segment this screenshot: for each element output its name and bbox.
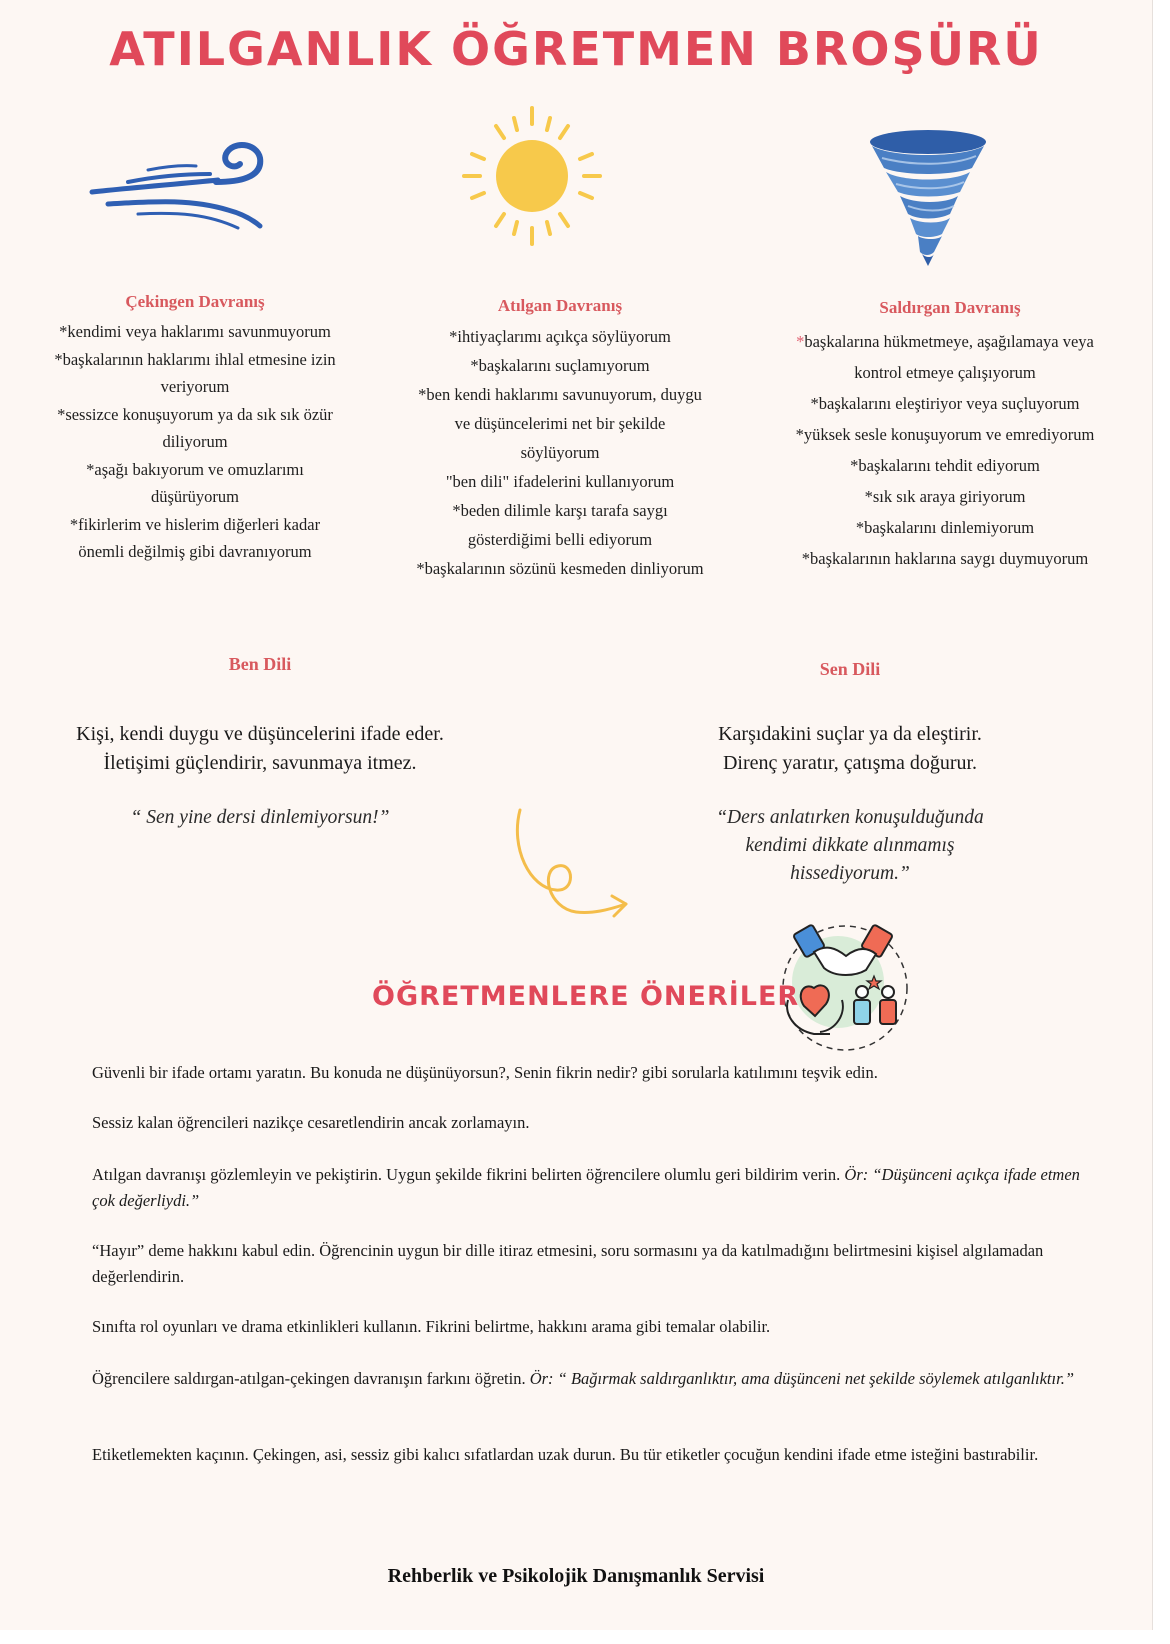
list-item: *başkalarını tehdit ediyorum	[850, 456, 1040, 475]
list-item: diliyorum	[162, 432, 228, 451]
suggestion-item	[92, 1366, 1082, 1392]
list-item: *başkalarını eleştiriyor veya suçluyorum	[810, 394, 1080, 413]
suggestion-text: Güvenli bir ifade ortamı yaratın. Bu konuda ne düşünüyorsun?, Senin fikrin nedir? gibi sorularla katılımını teşvik edin.	[92, 1063, 878, 1082]
list-item: *fikirlerim ve hislerim diğerleri kadar	[69, 514, 321, 534]
column-heading-atilgan: Atılgan Davranış	[497, 296, 623, 315]
ben-dili-description	[30, 720, 490, 778]
list-item: *başkalarının haklarına saygı duymuyorum	[801, 549, 1089, 568]
cekingen-list	[20, 318, 370, 566]
suggestions-title: ÖĞRETMENLERE ÖNERİLER	[372, 981, 800, 1012]
suggestion-item	[92, 1442, 1082, 1468]
sun-icon	[462, 104, 602, 246]
list-item: önemli değilmiş gibi davranıyorum	[78, 542, 312, 561]
suggestion-example: Ör: “Düşünceni açıkça ifade etmen çok değerliydi.”	[92, 1165, 1080, 1210]
quote-line: hissediyorum.”	[790, 863, 910, 884]
description-line: Direnç yaratır, çatışma doğurur.	[722, 752, 978, 774]
suggestion-example: Ör: “ Bağırmak saldırganlıktır, ama düşünceni net şekilde söylemek atılganlıktır.”	[529, 1369, 1074, 1388]
list-item: *ben kendi haklarımı savunuyorum, duygu	[418, 385, 702, 404]
suggestion-item	[92, 1238, 1082, 1290]
suggestion-item	[92, 1314, 1082, 1340]
quote-line: kendimi dikkate alınmamış	[745, 835, 955, 856]
suggestion-text: Sessiz kalan öğrencileri nazikçe cesaretlendirin ancak zorlamayın.	[92, 1113, 530, 1132]
list-item	[760, 326, 1130, 357]
tornado-icon	[862, 128, 992, 268]
sen-dili-quote	[620, 804, 1080, 888]
sen-dili-heading: Sen Dili	[819, 659, 881, 679]
list-item: söylüyorum	[520, 443, 600, 462]
list-item: *sessizce konuşuyorum ya da sık sık özür	[57, 404, 333, 424]
list-item: *aşağı bakıyorum ve omuzlarımı	[86, 459, 304, 479]
page-title: ATILGANLIK ÖĞRETMEN BROŞÜRÜ	[109, 22, 1043, 76]
ben-dili-heading: Ben Dili	[228, 654, 292, 674]
column-heading-cekingen: Çekingen Davranış	[125, 292, 265, 311]
list-item: ve düşüncelerimi net bir şekilde	[454, 414, 666, 433]
suggestion-text: Atılgan davranışı gözlemleyin ve pekiştirin. Uygun şekilde fikrini belirten öğrencilere olumlu geri bildirim verin.	[92, 1165, 841, 1184]
list-item: düşürüyorum	[151, 487, 239, 506]
quote-line: “Ders anlatırken konuşulduğunda	[716, 807, 984, 828]
list-item: *yüksek sesle konuşuyorum ve emrediyorum	[795, 425, 1095, 444]
pink-asterisk: *	[796, 332, 805, 351]
suggestion-text: “Hayır” deme hakkını kabul edin. Öğrencinin uygun bir dille itiraz etmesini, soru sormasını ya da katılmadığını belirtmesini kişisel algılamadan değerlendirin.	[92, 1241, 1044, 1286]
suggestion-item	[92, 1060, 1082, 1086]
suggestion-text: Öğrencilere saldırgan-atılgan-çekingen davranışın farkını öğretin.	[92, 1369, 526, 1388]
list-item: *ihtiyaçlarımı açıkça söylüyorum	[449, 327, 671, 346]
wind-icon	[88, 138, 278, 238]
list-item: *başkalarını suçlamıyorum	[470, 356, 650, 375]
footer-service-name: Rehberlik ve Psikolojik Danışmanlık Servisi	[387, 1565, 765, 1587]
sen-dili-description	[620, 720, 1080, 778]
description-line: Karşıdakini suçlar ya da eleştirir.	[718, 723, 982, 745]
atilgan-list	[380, 322, 740, 583]
list-item: gösterdiğimi belli ediyorum	[467, 530, 653, 549]
list-item: *başkalarının haklarımı ihlal etmesine izin	[54, 349, 336, 369]
list-item: "ben dili" ifadelerini kullanıyorum	[445, 472, 675, 491]
suggestion-item	[92, 1110, 1082, 1136]
list-item: *başkalarını dinlemiyorum	[855, 518, 1035, 537]
list-item-text: başkalarına hükmetmeye, aşağılamaya veya	[804, 332, 1094, 351]
saldirgan-list	[760, 326, 1130, 574]
column-heading-saldirgan: Saldırgan Davranış	[879, 298, 1021, 317]
list-item: kontrol etmeye çalışıyorum	[854, 363, 1036, 382]
suggestion-item	[92, 1162, 1082, 1214]
ben-dili-quote	[30, 804, 490, 832]
curly-arrow-icon	[510, 808, 630, 928]
list-item: veriyorum	[160, 377, 230, 396]
suggestion-text: Etiketlemekten kaçının. Çekingen, asi, sessiz gibi kalıcı sıfatlardan uzak durun. Bu tür etiketler çocuğun kendini ifade etme isteğini bastırabilir.	[92, 1445, 1039, 1464]
list-item: *beden dilimle karşı tarafa saygı	[452, 501, 668, 520]
description-line: İletişimi güçlendirir, savunmaya itmez.	[103, 752, 417, 774]
quote-line: “ Sen yine dersi dinlemiyorsun!”	[130, 807, 390, 828]
suggestion-text: Sınıfta rol oyunları ve drama etkinlikleri kullanın. Fikrini belirtme, hakkını arama gibi temalar olabilir.	[92, 1317, 771, 1336]
list-item: *başkalarının sözünü kesmeden dinliyorum	[416, 559, 704, 578]
list-item: *kendimi veya haklarımı savunmuyorum	[59, 322, 331, 341]
description-line: Kişi, kendi duygu ve düşüncelerini ifade eder.	[76, 723, 444, 745]
list-item: *sık sık araya giriyorum	[864, 487, 1026, 506]
